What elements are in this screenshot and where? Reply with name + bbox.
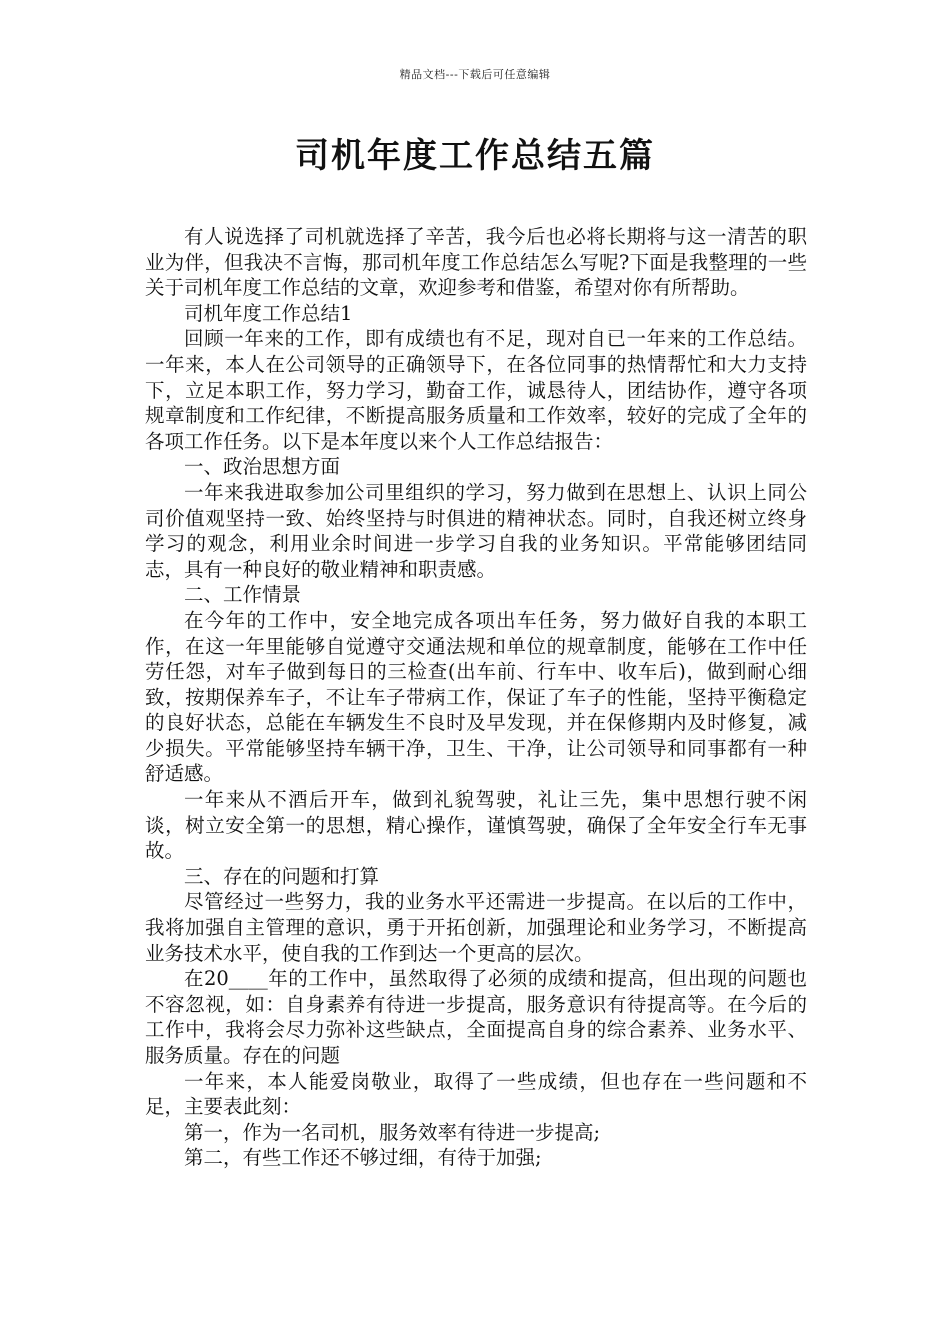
paragraph-issues: 在20____年的工作中，虽然取得了必须的成绩和提高，但出现的问题也不容忽视，如：自身素养有待进一步提高，服务意识有待提高等。在今后的工作中，我将会尽力弥补这些缺点，全面提高自身的综合素养、业务水平、服务质量。存在的问题 [145, 967, 807, 1067]
list-item-second: 第二，有些工作还不够过细，有待于加强; [184, 1146, 542, 1170]
document-title: 司机年度工作总结五篇 [295, 136, 655, 176]
header-note: 精品文档---下载后可任意编辑 [399, 68, 551, 81]
paragraph-political: 一年来我进取参加公司里组织的学习，努力做到在思想上、认识上同公司价值观坚持一致、始终坚持与时俱进的精神状态。同时，自我还树立终身学习的观念，利用业余时间进一步学习自我的业务知识。平常能够团结同志，具有一种良好的敬业精神和职责感。 [145, 480, 807, 581]
paragraph-safety: 一年来从不酒后开车，做到礼貌驾驶，礼让三先，集中思想行驶不闲谈，树立安全第一的思想，精心操作，谨慎驾驶，确保了全年安全行车无事故。 [145, 788, 807, 863]
section-heading-summary-1: 司机年度工作总结1 [184, 301, 353, 325]
paragraph-work: 在今年的工作中，安全地完成各项出车任务，努力做好自我的本职工作，在这一年里能够自觉遵守交通法规和单位的规章制度，能够在工作中任劳任怨，对车子做到每日的三检查(出车前、行车中、收车后)，做到耐心细致，按期保养车子，不让车子带病工作，保证了车子的性能，坚持平衡稳定的良好状态，总能在车辆发生不良时及早发现，并在保修期内及时修复，减少损失。平常能够坚持车辆干净，卫生、干净，让公司领导和同事都有一种舒适感。 [145, 608, 807, 786]
paragraph-intro: 有人说选择了司机就选择了辛苦，我今后也必将长期将与这一清苦的职业为伴，但我决不言悔，那司机年度工作总结怎么写呢?下面是我整理的一些关于司机年度工作总结的文章，欢迎参考和借鉴，希望对你有所帮助。 [145, 225, 807, 300]
paragraph-review: 回顾一年来的工作，即有成绩也有不足，现对自已一年来的工作总结。一年来，本人在公司领导的正确领导下，在各位同事的热情帮忙和大力支持下，立足本职工作，努力学习，勤奋工作，诚恳待人，团结协作，遵守各项规章制度和工作纪律，不断提高服务质量和工作效率，较好的完成了全年的各项工作任务。以下是本年度以来个人工作总结报告： [145, 327, 807, 453]
document-body [145, 224, 807, 1171]
paragraph-shortcomings: 一年来，本人能爱岗敬业，取得了一些成绩，但也存在一些问题和不足，主要表此刻： [145, 1069, 807, 1119]
paragraph-plans: 尽管经过一些努力，我的业务水平还需进一步提高。在以后的工作中，我将加强自主管理的意识，勇于开拓创新，加强理论和业务学习，不断提高业务技术水平，使自我的工作到达一个更高的层次。 [145, 890, 807, 965]
section-heading-work: 二、工作情景 [184, 583, 302, 607]
section-heading-political: 一、政治思想方面 [184, 455, 341, 479]
list-item-first: 第一，作为一名司机，服务效率有待进一步提高; [184, 1120, 601, 1144]
section-heading-problems: 三、存在的问题和打算 [184, 864, 380, 888]
